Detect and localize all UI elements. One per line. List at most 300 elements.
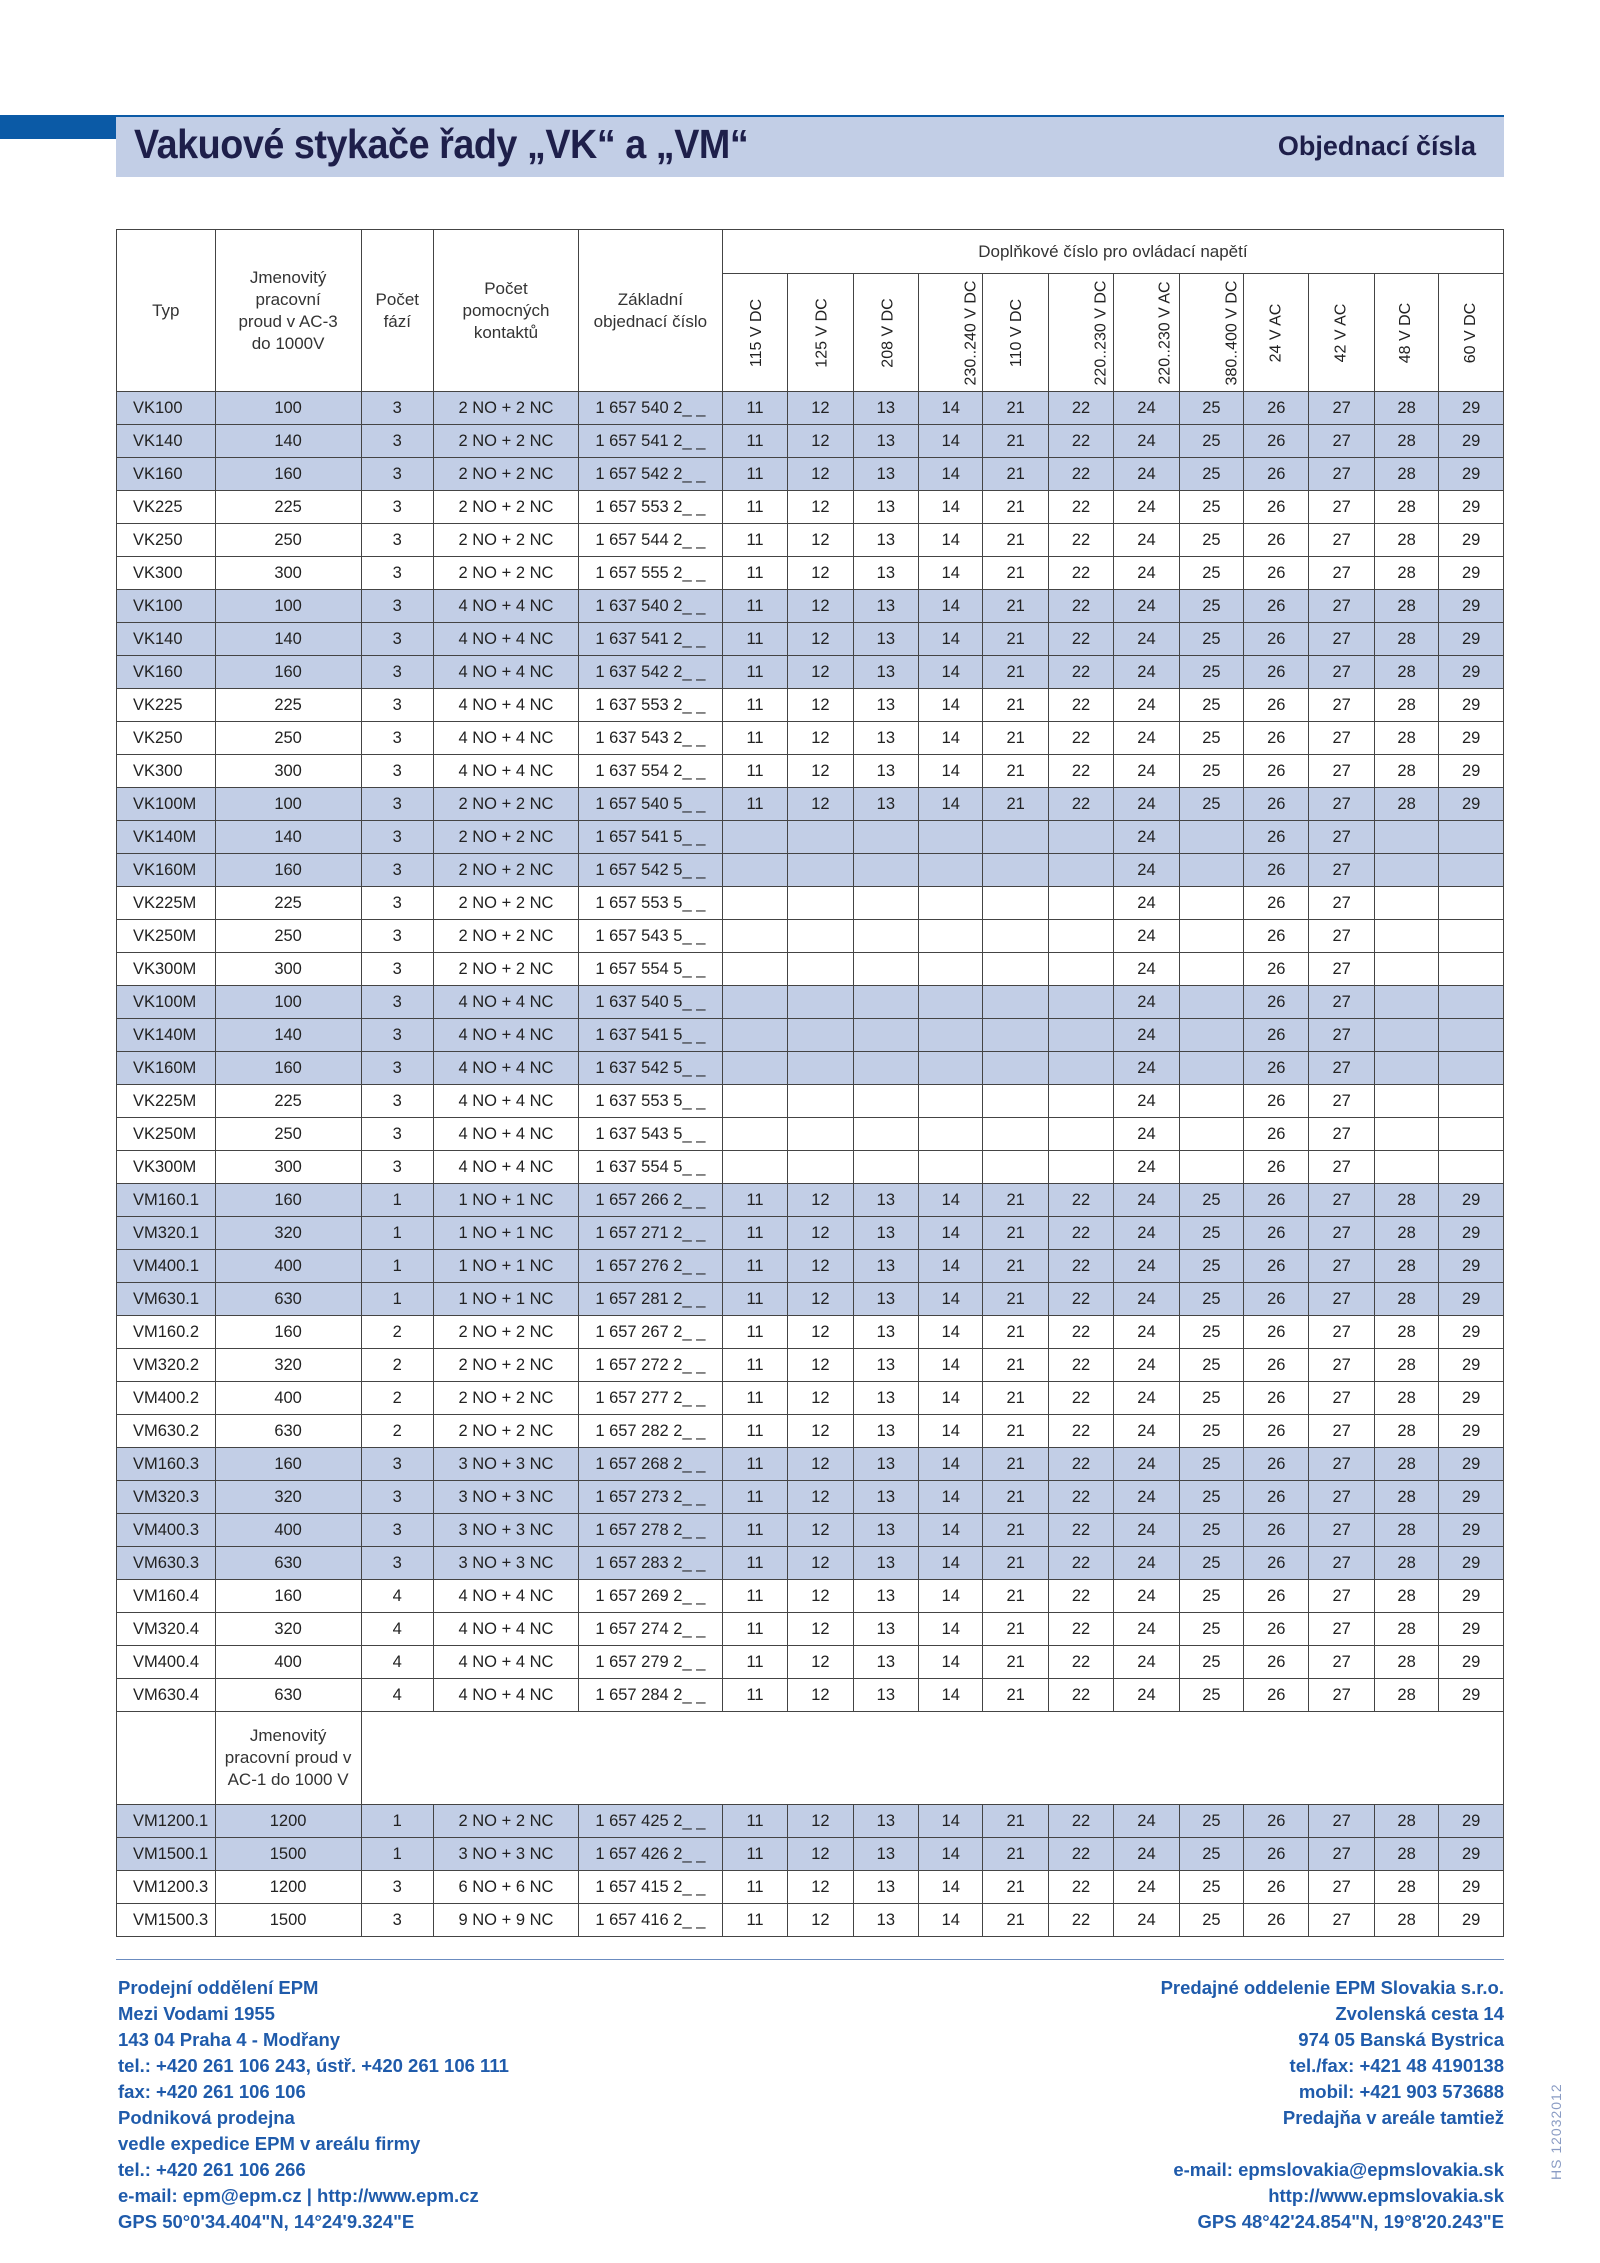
header-voltage xyxy=(919,274,983,392)
cell-voltage-code: 27 xyxy=(1309,887,1374,920)
cell-voltage-code: 26 xyxy=(1244,1580,1309,1613)
cell-voltage-code: 11 xyxy=(722,1580,787,1613)
cell-aux: 4 NO + 4 NC xyxy=(434,689,579,722)
cell-voltage-code: 22 xyxy=(1048,557,1113,590)
cell-voltage-code xyxy=(919,821,983,854)
cell-voltage-code xyxy=(1439,920,1504,953)
cell-voltage-code: 25 xyxy=(1179,1514,1243,1547)
cell-voltage-code: 12 xyxy=(788,1613,853,1646)
cell-type: VK100M xyxy=(117,788,216,821)
cell-current: 140 xyxy=(215,425,361,458)
cell-voltage-code xyxy=(1374,821,1438,854)
cell-voltage-code: 11 xyxy=(722,1184,787,1217)
cell-voltage-code: 29 xyxy=(1439,1613,1504,1646)
cell-voltage-code: 25 xyxy=(1179,1382,1243,1415)
cell-voltage-code xyxy=(788,887,853,920)
cell-voltage-code xyxy=(1179,1118,1243,1151)
cell-base-number: 1 657 543 5_ _ xyxy=(578,920,722,953)
cell-voltage-code: 24 xyxy=(1114,1646,1179,1679)
cell-voltage-code: 11 xyxy=(722,524,787,557)
cell-aux: 2 NO + 2 NC xyxy=(434,821,579,854)
cell-voltage-code xyxy=(722,920,787,953)
table-row xyxy=(117,986,1504,1019)
cell-voltage-code: 27 xyxy=(1309,722,1374,755)
cell-type: VM1200.3 xyxy=(117,1871,216,1904)
cell-voltage-code: 24 xyxy=(1114,1151,1179,1184)
cell-voltage-code: 21 xyxy=(983,1415,1048,1448)
cell-aux: 2 NO + 2 NC xyxy=(434,887,579,920)
cell-base-number: 1 657 553 2_ _ xyxy=(578,491,722,524)
cell-voltage-code: 28 xyxy=(1374,557,1438,590)
cell-base-number: 1 657 276 2_ _ xyxy=(578,1250,722,1283)
cell-voltage-code: 27 xyxy=(1309,425,1374,458)
cell-voltage-code xyxy=(983,854,1048,887)
cell-aux: 3 NO + 3 NC xyxy=(434,1547,579,1580)
cell-voltage-code: 24 xyxy=(1114,1283,1179,1316)
table-row xyxy=(117,557,1504,590)
table-row xyxy=(117,689,1504,722)
cell-voltage-code: 27 xyxy=(1309,1316,1374,1349)
cell-current: 630 xyxy=(215,1547,361,1580)
cell-voltage-code: 11 xyxy=(722,1415,787,1448)
footer-gap xyxy=(1161,2131,1504,2157)
table-row xyxy=(117,425,1504,458)
cell-voltage-code xyxy=(722,887,787,920)
cell-voltage-code: 12 xyxy=(788,458,853,491)
cell-voltage-code: 28 xyxy=(1374,1415,1438,1448)
cell-voltage-code: 28 xyxy=(1374,1679,1438,1712)
cell-phases: 3 xyxy=(361,755,433,788)
cell-voltage-code: 27 xyxy=(1309,1250,1374,1283)
cell-type: VK100 xyxy=(117,590,216,623)
cell-voltage-code xyxy=(853,953,918,986)
cell-voltage-code: 21 xyxy=(983,1217,1048,1250)
cell-base-number: 1 657 267 2_ _ xyxy=(578,1316,722,1349)
voltage-label: 230..240 V DC xyxy=(962,280,980,386)
voltage-label: 380..400 V DC xyxy=(1223,280,1241,386)
cell-voltage-code: 11 xyxy=(722,557,787,590)
cell-voltage-code: 28 xyxy=(1374,1382,1438,1415)
cell-voltage-code: 25 xyxy=(1179,1349,1243,1382)
cell-voltage-code: 21 xyxy=(983,1283,1048,1316)
cell-voltage-code: 14 xyxy=(919,491,983,524)
cell-voltage-code xyxy=(1048,1151,1113,1184)
cell-voltage-code xyxy=(1374,1118,1438,1151)
cell-voltage-code: 29 xyxy=(1439,425,1504,458)
cell-voltage-code: 28 xyxy=(1374,1904,1438,1937)
cell-base-number: 1 657 425 2_ _ xyxy=(578,1805,722,1838)
cell-voltage-code: 21 xyxy=(983,1448,1048,1481)
cell-type: VM320.3 xyxy=(117,1481,216,1514)
cell-phases: 3 xyxy=(361,458,433,491)
cell-current: 320 xyxy=(215,1349,361,1382)
voltage-label: 220..230 V AC xyxy=(1156,281,1174,385)
cell-voltage-code: 27 xyxy=(1309,1085,1374,1118)
header-voltage xyxy=(1048,274,1113,392)
cell-voltage-code: 14 xyxy=(919,1904,983,1937)
cell-voltage-code: 14 xyxy=(919,1448,983,1481)
cell-voltage-code: 11 xyxy=(722,1904,787,1937)
cell-current: 100 xyxy=(215,392,361,425)
cell-voltage-code: 13 xyxy=(853,1382,918,1415)
cell-voltage-code xyxy=(853,1019,918,1052)
cell-voltage-code xyxy=(1439,1118,1504,1151)
cell-aux: 4 NO + 4 NC xyxy=(434,1052,579,1085)
cell-voltage-code xyxy=(1048,1085,1113,1118)
cell-voltage-code xyxy=(853,920,918,953)
cell-voltage-code xyxy=(788,1118,853,1151)
cell-voltage-code: 24 xyxy=(1114,1580,1179,1613)
cell-voltage-code: 24 xyxy=(1114,1250,1179,1283)
cell-voltage-code: 24 xyxy=(1114,1481,1179,1514)
cell-voltage-code: 27 xyxy=(1309,689,1374,722)
cell-voltage-code: 11 xyxy=(722,623,787,656)
cell-voltage-code: 14 xyxy=(919,689,983,722)
footer-left-line: Prodejní oddělení EPM xyxy=(118,1977,319,1998)
cell-voltage-code xyxy=(1179,1085,1243,1118)
cell-voltage-code: 29 xyxy=(1439,1547,1504,1580)
cell-voltage-code xyxy=(1374,1019,1438,1052)
cell-voltage-code xyxy=(983,887,1048,920)
cell-voltage-code: 14 xyxy=(919,1382,983,1415)
cell-phases: 3 xyxy=(361,689,433,722)
header-phases: Počet fází xyxy=(361,230,433,392)
cell-current: 250 xyxy=(215,920,361,953)
cell-base-number: 1 637 554 5_ _ xyxy=(578,1151,722,1184)
cell-voltage-code: 24 xyxy=(1114,887,1179,920)
cell-voltage-code: 25 xyxy=(1179,1184,1243,1217)
cell-voltage-code: 22 xyxy=(1048,1481,1113,1514)
cell-voltage-code: 26 xyxy=(1244,1118,1309,1151)
cell-base-number: 1 657 269 2_ _ xyxy=(578,1580,722,1613)
cell-voltage-code: 25 xyxy=(1179,590,1243,623)
cell-base-number: 1 637 542 5_ _ xyxy=(578,1052,722,1085)
cell-base-number: 1 657 554 5_ _ xyxy=(578,953,722,986)
cell-voltage-code: 13 xyxy=(853,458,918,491)
cell-voltage-code: 11 xyxy=(722,1382,787,1415)
cell-voltage-code: 29 xyxy=(1439,1250,1504,1283)
cell-voltage-code: 27 xyxy=(1309,458,1374,491)
cell-voltage-code: 28 xyxy=(1374,1283,1438,1316)
cell-voltage-code: 14 xyxy=(919,1217,983,1250)
cell-voltage-code: 27 xyxy=(1309,524,1374,557)
table-row xyxy=(117,887,1504,920)
cell-voltage-code: 27 xyxy=(1309,1151,1374,1184)
cell-type: VK250 xyxy=(117,524,216,557)
cell-voltage-code xyxy=(1048,854,1113,887)
cell-aux: 4 NO + 4 NC xyxy=(434,1085,579,1118)
cell-aux: 4 NO + 4 NC xyxy=(434,722,579,755)
cell-voltage-code xyxy=(1179,920,1243,953)
cell-voltage-code: 26 xyxy=(1244,1679,1309,1712)
cell-voltage-code xyxy=(1439,1151,1504,1184)
cell-voltage-code: 12 xyxy=(788,1904,853,1937)
cell-voltage-code: 26 xyxy=(1244,1613,1309,1646)
cell-voltage-code: 11 xyxy=(722,722,787,755)
cell-aux: 2 NO + 2 NC xyxy=(434,557,579,590)
cell-voltage-code: 24 xyxy=(1114,788,1179,821)
table-row xyxy=(117,1349,1504,1382)
cell-voltage-code: 12 xyxy=(788,1514,853,1547)
cell-voltage-code: 22 xyxy=(1048,425,1113,458)
cell-phases: 3 xyxy=(361,1547,433,1580)
cell-voltage-code: 12 xyxy=(788,1580,853,1613)
cell-base-number: 1 637 542 2_ _ xyxy=(578,656,722,689)
cell-type: VM1500.1 xyxy=(117,1838,216,1871)
cell-aux: 4 NO + 4 NC xyxy=(434,755,579,788)
cell-base-number: 1 657 272 2_ _ xyxy=(578,1349,722,1382)
footer-right-line: http://www.epmslovakia.sk xyxy=(1268,2185,1504,2206)
cell-voltage-code: 25 xyxy=(1179,1481,1243,1514)
cell-phases: 3 xyxy=(361,1448,433,1481)
cell-aux: 1 NO + 1 NC xyxy=(434,1250,579,1283)
table-row xyxy=(117,920,1504,953)
cell-type: VM320.2 xyxy=(117,1349,216,1382)
table-row xyxy=(117,854,1504,887)
cell-type: VK225M xyxy=(117,1085,216,1118)
cell-voltage-code: 29 xyxy=(1439,557,1504,590)
cell-voltage-code: 13 xyxy=(853,1283,918,1316)
cell-type: VM160.3 xyxy=(117,1448,216,1481)
cell-voltage-code xyxy=(788,1151,853,1184)
cell-voltage-code: 24 xyxy=(1114,1448,1179,1481)
cell-voltage-code: 24 xyxy=(1114,458,1179,491)
cell-voltage-code: 13 xyxy=(853,1838,918,1871)
cell-voltage-code: 27 xyxy=(1309,1019,1374,1052)
cell-voltage-code: 22 xyxy=(1048,1613,1113,1646)
cell-aux: 3 NO + 3 NC xyxy=(434,1838,579,1871)
cell-voltage-code xyxy=(1374,1151,1438,1184)
cell-base-number: 1 657 553 5_ _ xyxy=(578,887,722,920)
cell-voltage-code: 27 xyxy=(1309,920,1374,953)
cell-voltage-code: 14 xyxy=(919,755,983,788)
cell-phases: 3 xyxy=(361,788,433,821)
cell-voltage-code: 25 xyxy=(1179,1448,1243,1481)
cell-base-number: 1 657 415 2_ _ xyxy=(578,1871,722,1904)
cell-voltage-code xyxy=(788,986,853,1019)
cell-voltage-code xyxy=(1179,953,1243,986)
cell-phases: 4 xyxy=(361,1646,433,1679)
cell-voltage-code: 24 xyxy=(1114,986,1179,1019)
cell-voltage-code xyxy=(1439,953,1504,986)
cell-phases: 3 xyxy=(361,590,433,623)
cell-voltage-code: 21 xyxy=(983,1547,1048,1580)
cell-voltage-code: 29 xyxy=(1439,755,1504,788)
cell-voltage-code: 28 xyxy=(1374,755,1438,788)
cell-aux: 2 NO + 2 NC xyxy=(434,491,579,524)
ac1-header-row xyxy=(117,1712,1504,1805)
cell-voltage-code: 14 xyxy=(919,557,983,590)
table-row xyxy=(117,1838,1504,1871)
cell-aux: 6 NO + 6 NC xyxy=(434,1871,579,1904)
cell-voltage-code: 26 xyxy=(1244,656,1309,689)
cell-phases: 3 xyxy=(361,821,433,854)
cell-voltage-code: 26 xyxy=(1244,887,1309,920)
cell-voltage-code: 24 xyxy=(1114,656,1179,689)
cell-current: 225 xyxy=(215,491,361,524)
cell-voltage-code: 22 xyxy=(1048,1580,1113,1613)
cell-voltage-code xyxy=(1374,1052,1438,1085)
cell-voltage-code: 29 xyxy=(1439,1349,1504,1382)
cell-voltage-code xyxy=(853,854,918,887)
cell-voltage-code: 13 xyxy=(853,623,918,656)
cell-phases: 2 xyxy=(361,1415,433,1448)
cell-voltage-code: 11 xyxy=(722,1613,787,1646)
cell-voltage-code: 26 xyxy=(1244,953,1309,986)
cell-voltage-code: 14 xyxy=(919,425,983,458)
cell-voltage-code: 12 xyxy=(788,425,853,458)
cell-type: VK100 xyxy=(117,392,216,425)
cell-aux: 4 NO + 4 NC xyxy=(434,1613,579,1646)
cell-phases: 3 xyxy=(361,1019,433,1052)
cell-voltage-code: 13 xyxy=(853,557,918,590)
table-row xyxy=(117,1085,1504,1118)
header-typ: Typ xyxy=(117,230,216,392)
cell-phases: 3 xyxy=(361,854,433,887)
cell-voltage-code: 14 xyxy=(919,656,983,689)
footer-right-line: Predajné oddelenie EPM Slovakia s.r.o. xyxy=(1160,1977,1504,1998)
cell-voltage-code: 14 xyxy=(919,1415,983,1448)
cell-voltage-code: 27 xyxy=(1309,1481,1374,1514)
cell-voltage-code: 26 xyxy=(1244,1871,1309,1904)
cell-voltage-code xyxy=(788,1085,853,1118)
cell-phases: 3 xyxy=(361,1481,433,1514)
voltage-label: 48 V DC xyxy=(1397,302,1415,364)
cell-type: VK300M xyxy=(117,953,216,986)
cell-voltage-code: 22 xyxy=(1048,1448,1113,1481)
cell-voltage-code: 11 xyxy=(722,458,787,491)
cell-current: 300 xyxy=(215,953,361,986)
cell-voltage-code: 29 xyxy=(1439,1646,1504,1679)
cell-voltage-code: 27 xyxy=(1309,623,1374,656)
cell-voltage-code: 25 xyxy=(1179,1283,1243,1316)
cell-voltage-code: 21 xyxy=(983,1481,1048,1514)
cell-voltage-code xyxy=(722,854,787,887)
cell-voltage-code: 27 xyxy=(1309,1679,1374,1712)
footer-sk-contact xyxy=(1161,1975,1504,2235)
cell-voltage-code: 14 xyxy=(919,1514,983,1547)
footer-left-line: 143 04 Praha 4 - Modřany xyxy=(118,2029,341,2050)
cell-type: VK300M xyxy=(117,1151,216,1184)
cell-voltage-code: 21 xyxy=(983,524,1048,557)
cell-base-number: 1 657 278 2_ _ xyxy=(578,1514,722,1547)
cell-voltage-code: 11 xyxy=(722,1646,787,1679)
cell-base-number: 1 657 284 2_ _ xyxy=(578,1679,722,1712)
cell-current: 160 xyxy=(215,1448,361,1481)
cell-voltage-code: 13 xyxy=(853,1904,918,1937)
cell-voltage-code: 26 xyxy=(1244,458,1309,491)
footer-right-line: Zvolenská cesta 14 xyxy=(1335,2003,1504,2024)
cell-aux: 3 NO + 3 NC xyxy=(434,1514,579,1547)
cell-phases: 1 xyxy=(361,1184,433,1217)
cell-voltage-code: 24 xyxy=(1114,1805,1179,1838)
table-row xyxy=(117,1184,1504,1217)
cell-voltage-code: 11 xyxy=(722,1838,787,1871)
cell-voltage-code xyxy=(788,920,853,953)
cell-voltage-code: 13 xyxy=(853,755,918,788)
cell-voltage-code: 22 xyxy=(1048,1646,1113,1679)
cell-aux: 2 NO + 2 NC xyxy=(434,1349,579,1382)
cell-type: VM630.2 xyxy=(117,1415,216,1448)
table-row xyxy=(117,1481,1504,1514)
cell-voltage-code: 14 xyxy=(919,623,983,656)
table-row xyxy=(117,788,1504,821)
cell-voltage-code xyxy=(722,986,787,1019)
cell-voltage-code: 14 xyxy=(919,722,983,755)
cell-voltage-code: 25 xyxy=(1179,1580,1243,1613)
cell-aux: 2 NO + 2 NC xyxy=(434,425,579,458)
cell-voltage-code xyxy=(919,1085,983,1118)
cell-voltage-code: 27 xyxy=(1309,1613,1374,1646)
cell-voltage-code: 22 xyxy=(1048,458,1113,491)
cell-voltage-code: 13 xyxy=(853,1547,918,1580)
cell-voltage-code xyxy=(1048,821,1113,854)
cell-voltage-code: 28 xyxy=(1374,425,1438,458)
cell-voltage-code: 24 xyxy=(1114,1118,1179,1151)
cell-voltage-code xyxy=(853,821,918,854)
cell-voltage-code: 11 xyxy=(722,1448,787,1481)
cell-voltage-code: 22 xyxy=(1048,1382,1113,1415)
cell-current: 160 xyxy=(215,1184,361,1217)
footer-right-line: mobil: +421 903 573688 xyxy=(1298,2081,1504,2102)
header-band xyxy=(116,115,1504,177)
cell-voltage-code: 21 xyxy=(983,623,1048,656)
table-row xyxy=(117,524,1504,557)
cell-voltage-code xyxy=(1374,854,1438,887)
header-current: Jmenovitý pracovní proud v AC-3 do 1000V xyxy=(215,230,361,392)
header-base: Základní objednací číslo xyxy=(578,230,722,392)
cell-voltage-code xyxy=(983,953,1048,986)
cell-voltage-code: 29 xyxy=(1439,392,1504,425)
cell-voltage-code: 28 xyxy=(1374,1805,1438,1838)
cell-voltage-code: 14 xyxy=(919,1646,983,1679)
cell-type: VK160M xyxy=(117,854,216,887)
cell-type: VK250M xyxy=(117,920,216,953)
cell-voltage-code: 12 xyxy=(788,1838,853,1871)
cell-voltage-code: 11 xyxy=(722,392,787,425)
cell-aux: 2 NO + 2 NC xyxy=(434,1382,579,1415)
cell-voltage-code xyxy=(853,887,918,920)
cell-voltage-code: 22 xyxy=(1048,1250,1113,1283)
cell-voltage-code: 29 xyxy=(1439,458,1504,491)
cell-voltage-code: 26 xyxy=(1244,1838,1309,1871)
cell-voltage-code: 28 xyxy=(1374,1547,1438,1580)
cell-voltage-code: 14 xyxy=(919,1871,983,1904)
voltage-label: 24 V AC xyxy=(1267,303,1285,363)
cell-voltage-code xyxy=(919,920,983,953)
cell-phases: 3 xyxy=(361,1085,433,1118)
cell-voltage-code: 28 xyxy=(1374,689,1438,722)
cell-voltage-code xyxy=(1439,887,1504,920)
cell-aux: 3 NO + 3 NC xyxy=(434,1448,579,1481)
cell-voltage-code: 26 xyxy=(1244,1316,1309,1349)
cell-voltage-code: 14 xyxy=(919,1481,983,1514)
cell-voltage-code: 26 xyxy=(1244,920,1309,953)
cell-base-number: 1 657 268 2_ _ xyxy=(578,1448,722,1481)
cell-voltage-code: 27 xyxy=(1309,1904,1374,1937)
header-voltage xyxy=(1179,274,1243,392)
cell-voltage-code: 29 xyxy=(1439,1382,1504,1415)
cell-voltage-code xyxy=(722,1151,787,1184)
cell-voltage-code: 21 xyxy=(983,1805,1048,1838)
cell-voltage-code xyxy=(983,1085,1048,1118)
cell-voltage-code: 24 xyxy=(1114,1085,1179,1118)
cell-voltage-code: 21 xyxy=(983,1184,1048,1217)
cell-voltage-code xyxy=(1374,920,1438,953)
cell-voltage-code: 26 xyxy=(1244,392,1309,425)
cell-current: 160 xyxy=(215,1052,361,1085)
cell-phases: 4 xyxy=(361,1613,433,1646)
